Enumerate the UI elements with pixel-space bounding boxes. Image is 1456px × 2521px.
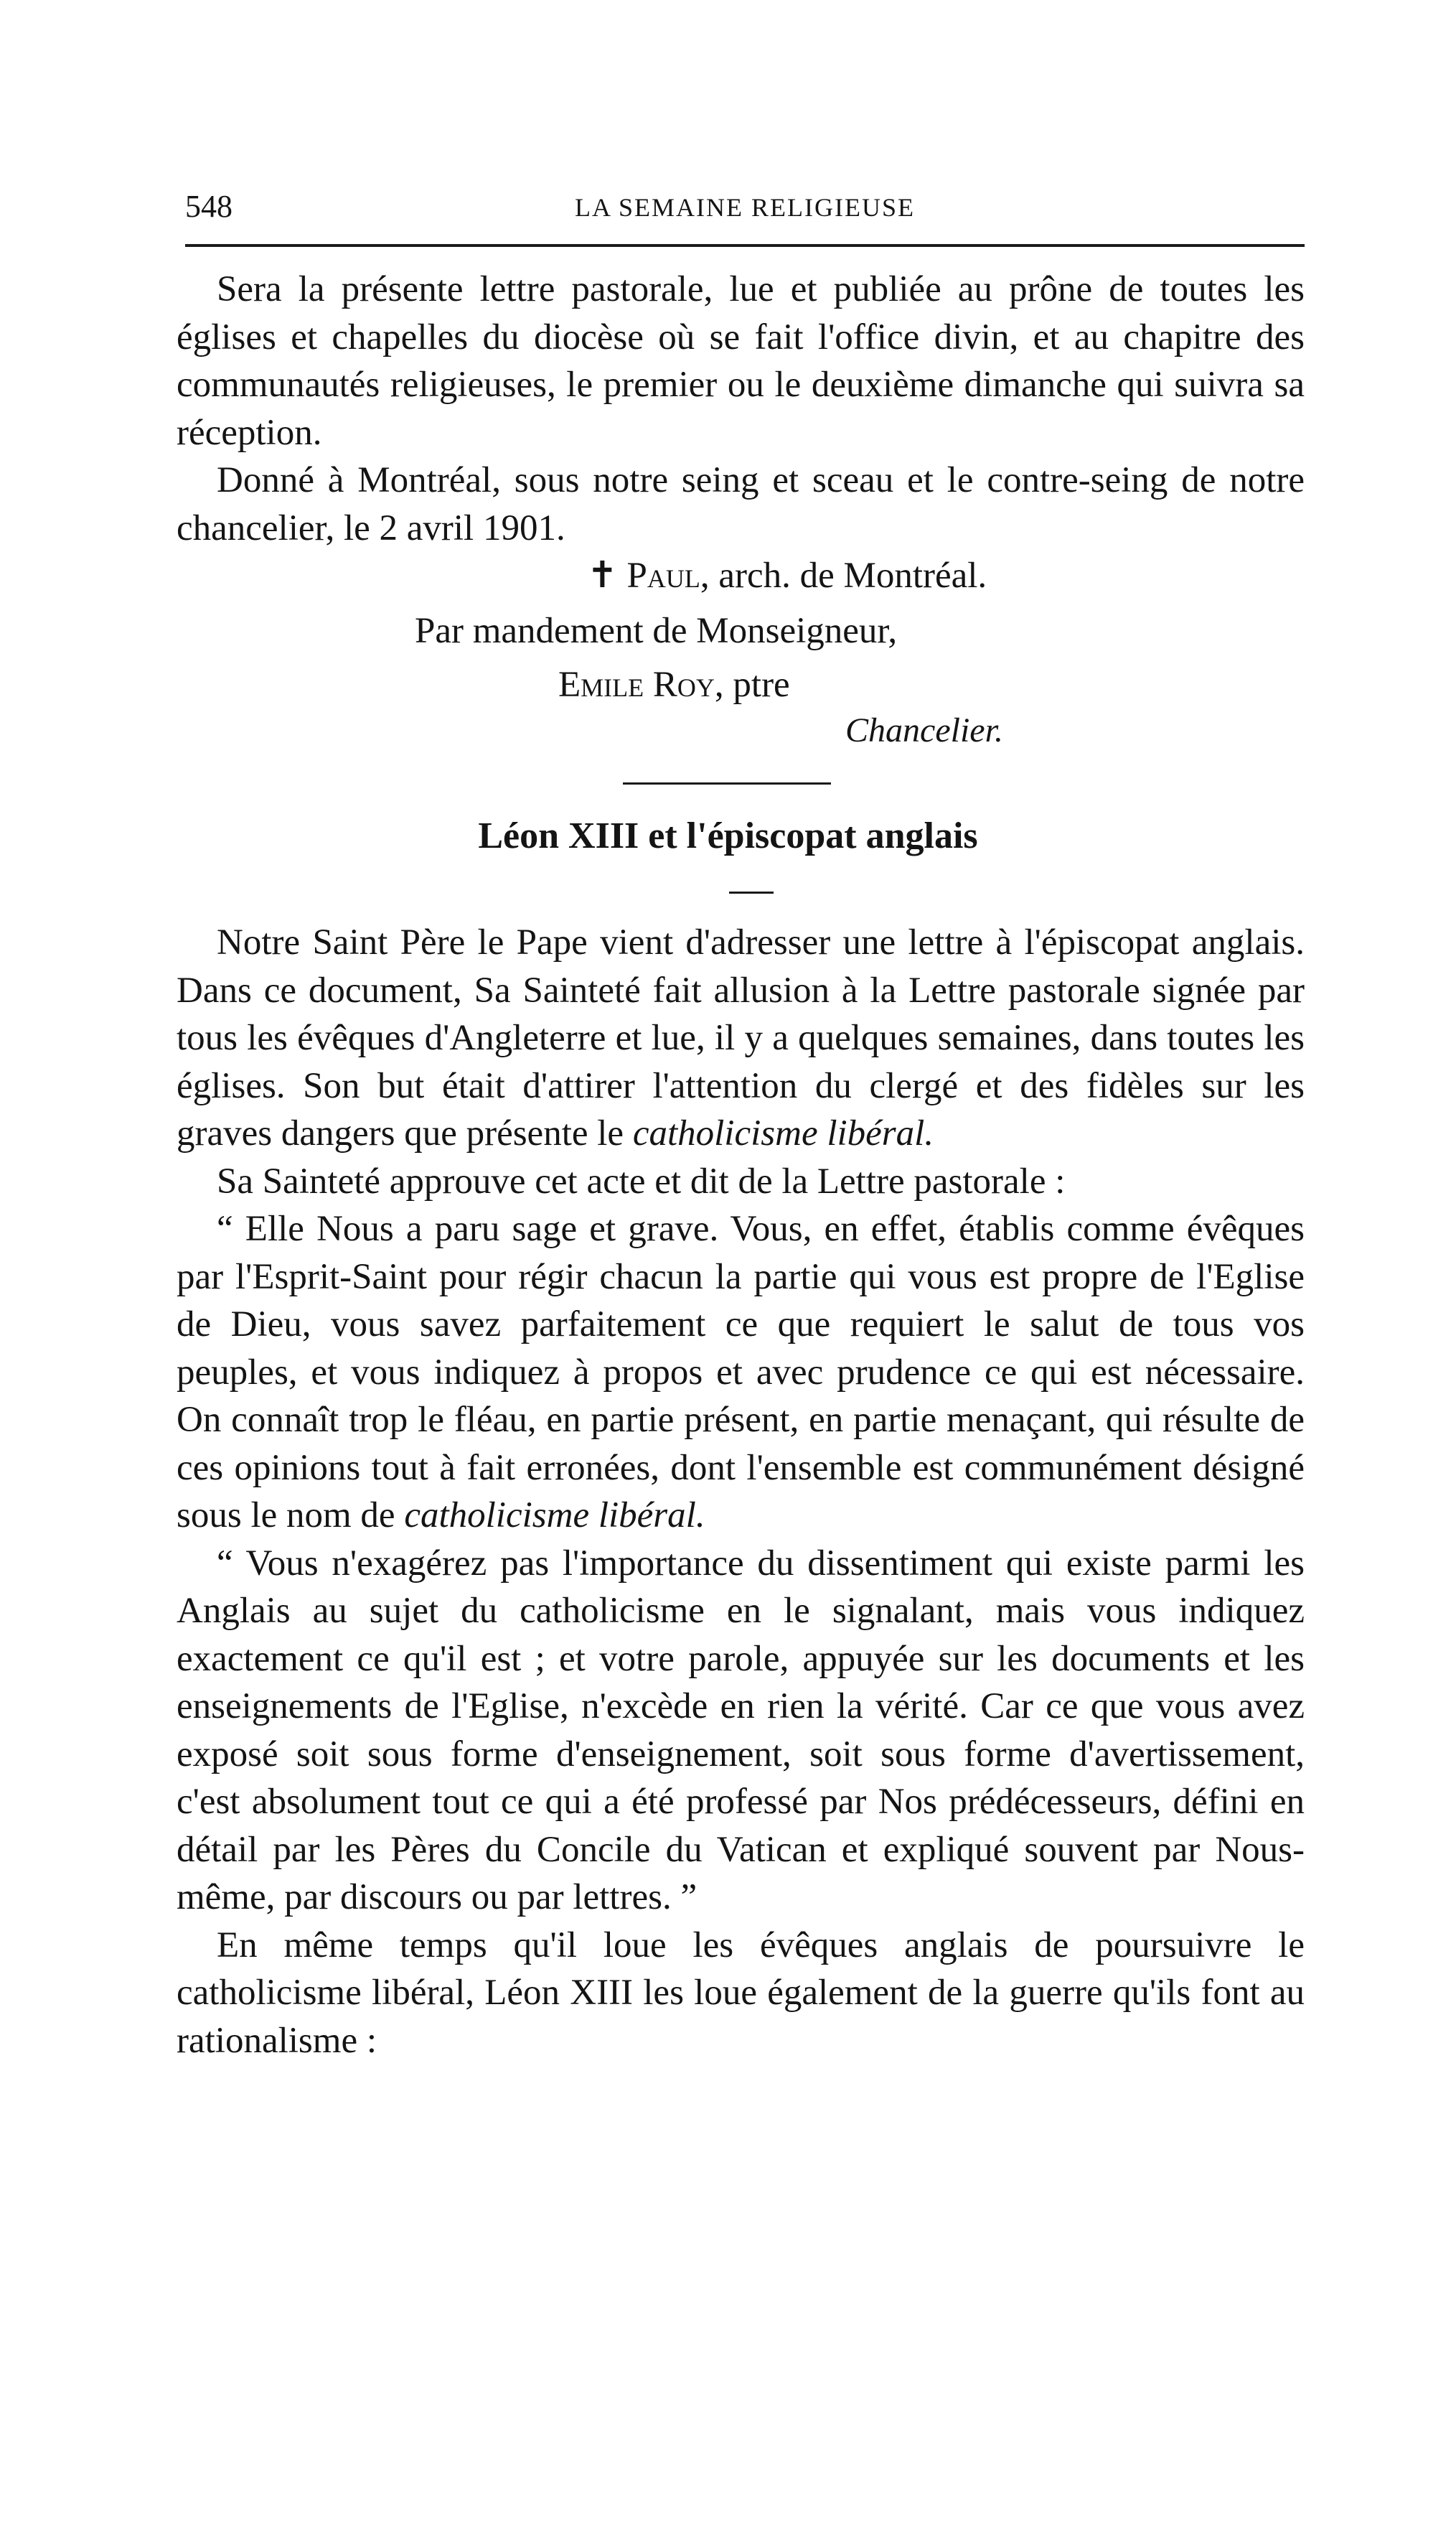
bishop-name: Paul, xyxy=(626,556,710,596)
article-quote-paragraph: “ Vous n'exagérez pas l'importance du dissentiment qui existe parmi les Anglais au sujet du catholicisme en le signalant, mais vous indiquez exactement ce qu'il est ; et votre parole, appuyée sur les documents et les enseignements de l'Eglise, n'excède en rien la vérité. Car ce que vous avez exposé soit sous forme d'enseignement, soit sous forme d'avertissement, c'est absolument tout ce qui a été professé par Nos prédécesseurs, défini en détail par les Pères du Concile du Vatican et expliqué souvent par Nous-même, par discours ou par lettres. ” xyxy=(177,1543,1305,1917)
chancellor-signature xyxy=(558,664,790,706)
emphasis-text: catholicisme libéral. xyxy=(632,1113,934,1154)
chancellor-title: Chancelier. xyxy=(845,711,1003,749)
bishop-signature xyxy=(587,554,987,597)
closing-paragraph-given: Donné à Montréal, sous notre seing et sceau et le contre-seing de notre chancelier, le 2 avril 1901. xyxy=(177,460,1305,548)
paragraph-text: Notre Saint Père le Pape vient d'adresser une lettre à l'épiscopat anglais. Dans ce document, Sa Sainteté fait allusion à la Lettre pastorale signée par tous les évêques d'Angleterre et lue, il y a quelques semaines, dans toutes les églises. Son but était d'attirer l'attention du clergé et des fidèles sur les graves dangers que présente le xyxy=(177,922,1305,1154)
chancellor-suffix: ptre xyxy=(733,665,790,705)
quote-text: “ Elle Nous a paru sage et grave. Vous, en effet, établis comme évêques par l'Esprit-Saint pour régir chacun la partie qui vous est propre de l'Eglise de Dieu, vous savez parfaitement ce que requiert le salut de tous vos peuples, et vous indiquez à propos et avec prudence ce qui est nécessaire. On connaît trop le fléau, en partie présent, en partie menaçant, qui résulte de ces opinions tout à fait erronées, dont l'ensemble est communément désigné sous le nom de xyxy=(177,1209,1305,1535)
article-paragraph: En même temps qu'il loue les évêques anglais de poursuivre le catholicisme libéral, Léon XIII les loue également de la guerre qu'ils font au rationalisme : xyxy=(177,1924,1305,2061)
page-header xyxy=(185,188,1305,231)
article-paragraph xyxy=(177,919,1305,1158)
cross-icon: ✝ xyxy=(587,556,618,596)
header-rule xyxy=(185,244,1305,247)
article-quote-paragraph xyxy=(177,1205,1305,1540)
closing-text xyxy=(177,266,1305,552)
article-body xyxy=(177,919,1305,2064)
chancellor-name: Emile Roy, xyxy=(558,665,724,705)
closing-paragraph-reading: Sera la présente lettre pastorale, lue et publiée au prône de toutes les églises et chapelles du diocèse où se fait l'office divin, et au chapitre des communautés religieuses, le premier ou le deuxième dimanche qui suivra sa réception. xyxy=(177,269,1305,453)
bishop-title: arch. de Montréal. xyxy=(718,556,987,596)
running-title: LA SEMAINE RELIGIEUSE xyxy=(575,193,915,222)
section-divider xyxy=(623,782,831,785)
article-paragraph: Sa Sainteté approuve cet acte et dit de la Lettre pastorale : xyxy=(217,1161,1066,1202)
article-title: Léon XIII et l'épiscopat anglais xyxy=(478,815,978,856)
emphasis-text: catholicisme libéral. xyxy=(404,1495,705,1535)
page-number: 548 xyxy=(185,189,233,224)
mandate-line: Par mandement de Monseigneur, xyxy=(415,611,898,651)
title-underline xyxy=(729,892,774,894)
